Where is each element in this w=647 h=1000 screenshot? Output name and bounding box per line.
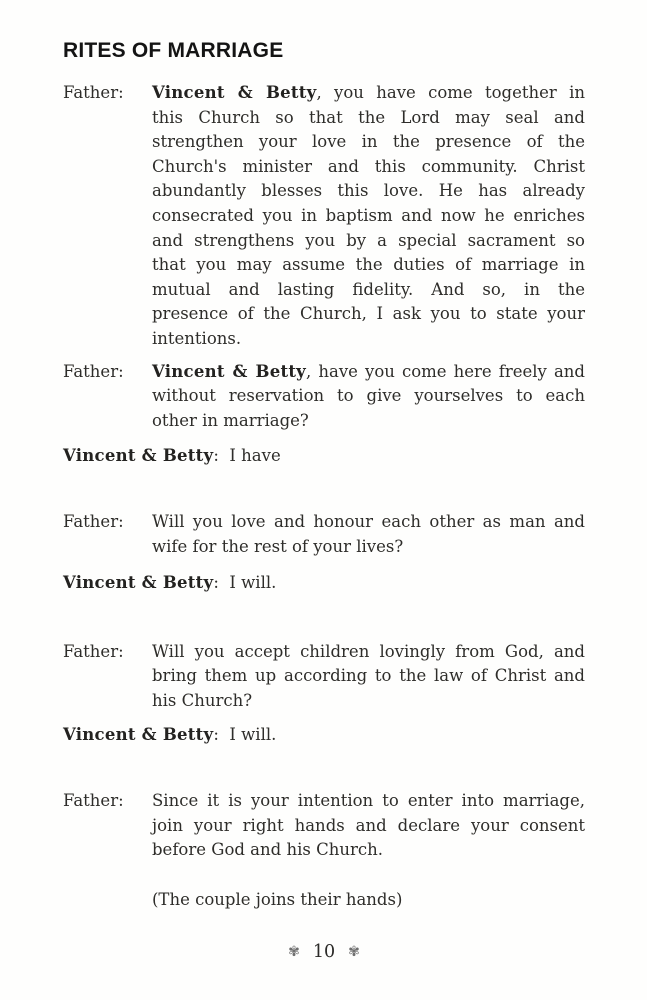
page-footer [63, 941, 585, 963]
page-number: 10 [312, 942, 336, 963]
text-line: bring them up according to the law of Christ and [152, 666, 585, 686]
response-line: Vincent & Betty: I will. [63, 573, 277, 593]
text-line: intentions. [152, 328, 242, 348]
speaker-label: Father: [63, 511, 124, 531]
text-line: Will you accept children lovingly from God, and [152, 641, 585, 661]
text-line: join your right hands and declare your consent [152, 815, 585, 835]
dialogue-block [63, 640, 585, 714]
text-line: other in marriage? [152, 410, 309, 430]
couple-names: Vincent & Betty [63, 446, 214, 466]
response-line: Vincent & Betty: I will. [63, 725, 277, 745]
text-line: Vincent & Betty, you have come together in [152, 83, 585, 102]
text-line: Vincent & Betty, have you come here freely and [152, 361, 585, 381]
couple-names: Vincent & Betty [63, 725, 214, 745]
speaker-label: Father: [63, 641, 124, 661]
text-line: and strengthens you by a special sacrament so [152, 230, 585, 250]
text-line: this Church so that the Lord may seal and [152, 107, 585, 127]
speech-text [152, 789, 585, 863]
dialogue-block [63, 81, 585, 352]
page-title: RITES OF MARRIAGE [63, 39, 284, 62]
speaker-label [63, 888, 152, 913]
couple-names: Vincent & Betty [152, 361, 307, 381]
text-line: Will you love and honour each other as man and [152, 511, 585, 531]
text-line: Church's minister and this community. Christ [152, 156, 585, 176]
speaker-label: Father: [63, 791, 124, 811]
text-line: wife for the rest of your lives? [152, 536, 404, 556]
speech-text [152, 81, 585, 352]
text-line: Since it is your intention to enter into marriage, [152, 791, 585, 811]
text-line: strengthen your love in the presence of the [152, 132, 585, 152]
florette-icon: ✾ [288, 944, 300, 961]
florette-icon: ✾ [348, 944, 360, 961]
text-line: his Church? [152, 690, 253, 710]
text-line: without reservation to give yourselves to each [152, 386, 585, 406]
text-line: consecrated you in baptism and now he enriches [152, 205, 585, 225]
text-line: mutual and lasting fidelity. And so, in the [152, 279, 585, 299]
speech-text [152, 360, 585, 434]
dialogue-block [63, 360, 585, 434]
couple-names: Vincent & Betty [63, 573, 214, 593]
dialogue-block [63, 789, 585, 863]
stage-direction-block [63, 888, 585, 913]
speaker-label: Father: [63, 361, 124, 381]
couple-names: Vincent & Betty [152, 83, 317, 102]
dialogue [63, 81, 585, 912]
stage-direction [152, 888, 585, 913]
text-line: abundantly blesses this love. He has already [152, 181, 585, 201]
text-line: (The couple joins their hands) [152, 889, 403, 909]
speaker-label: Father: [63, 83, 124, 102]
response-line: Vincent & Betty: I have [63, 446, 281, 466]
text-line: presence of the Church, I ask you to state your [152, 304, 585, 324]
text-line: before God and his Church. [152, 840, 383, 860]
speech-text [152, 640, 585, 714]
speech-text [152, 510, 585, 559]
text-line: that you may assume the duties of marriage in [152, 255, 585, 275]
dialogue-block [63, 510, 585, 559]
